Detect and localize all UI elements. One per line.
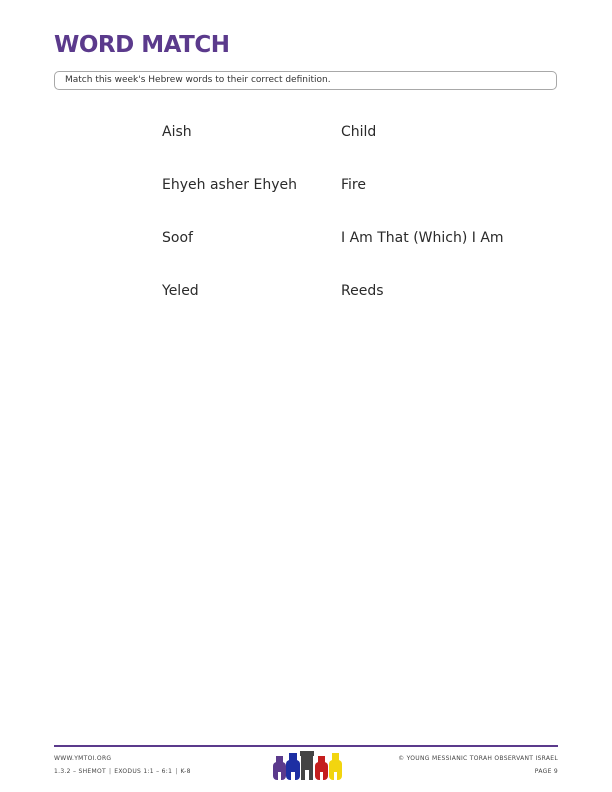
- hebrew-word-yeled: Yeled: [162, 283, 199, 299]
- hebrew-word-soof: Soof: [162, 230, 193, 246]
- logo-figure-yellow: [329, 753, 342, 780]
- footer-grade: K-8: [180, 768, 191, 775]
- footer-lesson-info: [54, 768, 191, 775]
- footer-scripture: EXODUS 1:1 – 6:1: [114, 768, 173, 775]
- footer-divider: [54, 745, 558, 747]
- footer-page-number: PAGE 9: [534, 768, 558, 775]
- logo-figure-red: [315, 756, 328, 780]
- definition-i-am-that-i-am: I Am That (Which) I Am: [341, 230, 504, 246]
- definition-fire: Fire: [341, 177, 366, 193]
- footer-separator: |: [175, 768, 178, 775]
- instruction-text: Match this week's Hebrew words to their correct definition.: [65, 75, 331, 85]
- footer-copyright: © YOUNG MESSIANIC TORAH OBSERVANT ISRAEL: [398, 755, 558, 762]
- logo-figure-purple: [273, 756, 286, 780]
- definition-reeds: Reeds: [341, 283, 384, 299]
- hebrew-word-aish: Aish: [162, 124, 192, 140]
- page-title: WORD MATCH: [54, 32, 230, 58]
- logo-figure-grey: [300, 751, 314, 780]
- footer-website: WWW.YMTOI.ORG: [54, 755, 112, 762]
- hebrew-word-ehyeh-asher-ehyeh: Ehyeh asher Ehyeh: [162, 177, 297, 193]
- instruction-box: [54, 71, 557, 90]
- ymtoi-logo: [270, 750, 346, 782]
- logo-figure-blue: [286, 753, 300, 780]
- definition-child: Child: [341, 124, 377, 140]
- footer-separator: |: [108, 768, 112, 775]
- footer-lesson: 1.3.2 – SHEMOT: [54, 768, 106, 775]
